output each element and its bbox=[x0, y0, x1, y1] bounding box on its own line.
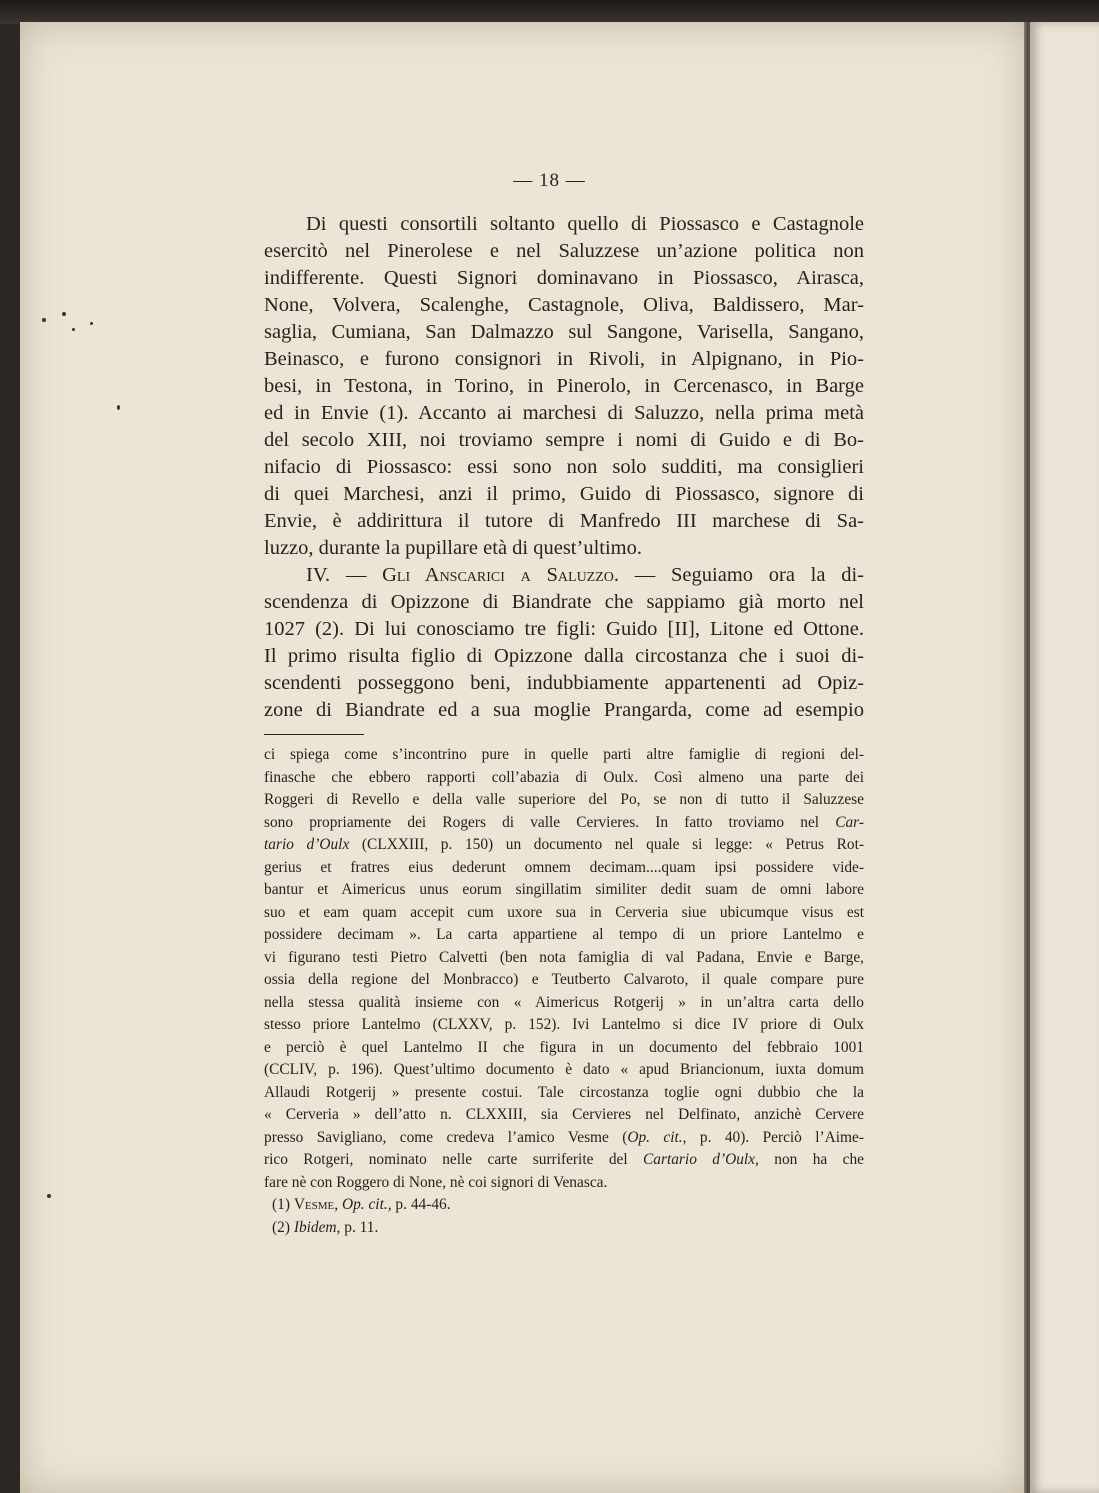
footnote-pages: p. 44-46. bbox=[395, 1196, 451, 1213]
section-heading-line bbox=[264, 562, 864, 589]
note-text: rico Rotgeri, nominato nelle carte surriferite del bbox=[264, 1151, 628, 1168]
text-line: indifferente. Questi Signori dominavano in Piossasco, Airasca, bbox=[264, 267, 864, 289]
note-line: finasche che ebbero rapporti coll’abazia di Oulx. Così almeno una parte dei bbox=[264, 768, 864, 786]
footnote-1: (1) Vesme, Op. cit., p. 44-46. bbox=[272, 1196, 451, 1213]
section-lead-text: — Seguiamo ora la di- bbox=[634, 564, 865, 586]
footnote-number: (2) bbox=[272, 1218, 290, 1236]
note-line: gerius et fratres eius dederunt omnem decimam....quam ipsi possidere vide- bbox=[264, 858, 864, 876]
stain-speck bbox=[47, 1194, 51, 1198]
note-line bbox=[264, 1127, 864, 1150]
stain-speck bbox=[90, 322, 93, 325]
footnote-pages: p. 11. bbox=[344, 1218, 379, 1236]
note-text: presso Savigliano, come credeva l’amico Vesme ( bbox=[264, 1128, 628, 1146]
facing-page-edge bbox=[1030, 22, 1099, 1493]
text-line: luzzo, durante la pupillare età di quest’ultimo. bbox=[264, 537, 642, 559]
stain-speck bbox=[42, 318, 46, 322]
section-number: IV. — bbox=[306, 564, 367, 586]
text-line: zone di Biandrate ed a sua moglie Prangarda, come ad esempio bbox=[264, 699, 864, 721]
note-line bbox=[264, 834, 864, 857]
text-line: saglia, Cumiana, San Dalmazzo sul Sangone, Varisella, Sangano, bbox=[264, 321, 864, 343]
stain-speck bbox=[62, 312, 66, 316]
text-line: Il primo risulta figlio di Opizzone dalla circostanza che i suoi di- bbox=[264, 645, 864, 667]
text-line: scendenza di Opizzone di Biandrate che sappiamo già morto nel bbox=[264, 591, 864, 613]
note-line: nella stessa qualità insieme con « Aimericus Rotgerij » in un’altra carta dello bbox=[264, 993, 864, 1011]
note-line: ossia della regione del Monbracco) e Teutberto Calvaroto, il quale compare pure bbox=[264, 971, 864, 988]
note-line: e perciò è quel Lantelmo II che figura in un documento del febbraio 1001 bbox=[264, 1038, 864, 1056]
footnote-author: Vesme bbox=[293, 1196, 335, 1213]
note-line: possidere decimam ». La carta appartiene al tempo di un priore Lantelmo e bbox=[264, 926, 864, 943]
scan-top-edge bbox=[0, 0, 1099, 24]
note-italic: Car- bbox=[835, 813, 864, 831]
text-line: besi, in Testona, in Torino, in Pinerolo, in Cercenasco, in Barge bbox=[264, 375, 864, 397]
text-line: del secolo XIII, noi troviamo sempre i nomi di Guido e di Bo- bbox=[264, 429, 864, 451]
text-line: Envie, è addirittura il tutore di Manfredo III marchese di Sa- bbox=[264, 510, 864, 532]
note-line bbox=[264, 812, 864, 835]
section-title: Gli Anscarici a Saluzzo. bbox=[382, 564, 620, 586]
note-text: , p. 40). Perciò l’Aime- bbox=[682, 1128, 864, 1146]
stain-speck bbox=[72, 328, 75, 331]
footnotes bbox=[264, 744, 864, 1239]
note-line: fare nè con Roggero di None, nè coi signori di Venasca. bbox=[264, 1173, 608, 1191]
note-line: stesso priore Lantelmo (CLXXV, p. 152). Ivi Lantelmo si dice IV priore di Oulx bbox=[264, 1016, 864, 1033]
text-line: di quei Marchesi, anzi il primo, Guido di Piossasco, signore di bbox=[264, 483, 864, 505]
stain-speck bbox=[117, 405, 120, 410]
note-line: Roggeri di Revello e della valle superiore del Po, se non di tutto il Saluzzese bbox=[264, 791, 864, 808]
note-line: Allaudi Rotgerij » presente costui. Tale circostanza toglie ogni dubbio che la bbox=[264, 1083, 864, 1101]
text-line: scendenti posseggono beni, indubbiamente appartenenti ad Opiz- bbox=[264, 672, 864, 694]
note-italic: Cartario d’Oulx, bbox=[643, 1151, 759, 1168]
note-line: vi figurano testi Pietro Calvetti (ben nota famiglia di val Padana, Envie e Barge, bbox=[264, 948, 864, 966]
text-line: nifacio di Piossasco: essi sono non solo sudditi, ma consiglieri bbox=[264, 456, 864, 478]
note-line: suo et eam quam accepit cum uxore sua in Cerveria siue ubicumque visus est bbox=[264, 903, 864, 921]
text-line: 1027 (2). Di lui conosciamo tre figli: Guido [II], Litone ed Ottone. bbox=[264, 618, 864, 640]
footnote-citation: Ibidem, bbox=[293, 1218, 341, 1236]
page-number: — 18 — bbox=[513, 170, 586, 191]
note-text: (CLXXIII, p. 150) un documento nel quale si legge: « Petrus Rot- bbox=[361, 836, 864, 853]
note-line bbox=[264, 1149, 864, 1172]
text-line: Di questi consortili soltanto quello di Piossasco e Castagnole bbox=[306, 213, 864, 235]
text-line: esercitò nel Pinerolese e nel Saluzzese un’azione politica non bbox=[264, 240, 864, 262]
text-line: None, Volvera, Scalenghe, Castagnole, Oliva, Baldissero, Mar- bbox=[264, 294, 864, 316]
note-text: sono propriamente dei Rogers di valle Cervieres. In fatto troviamo nel bbox=[264, 813, 820, 831]
footnote-rule bbox=[264, 734, 364, 735]
footnote-citation: Op. cit., bbox=[341, 1196, 392, 1213]
note-text: non ha che bbox=[774, 1151, 864, 1168]
text-line: ed in Envie (1). Accanto ai marchesi di Saluzzo, nella prima metà bbox=[264, 402, 864, 424]
main-text bbox=[264, 211, 864, 724]
text-line: Beinasco, e furono consignori in Rivoli, in Alpignano, in Pio- bbox=[264, 348, 864, 370]
note-line: (CCLIV, p. 196). Quest’ultimo documento è dato « apud Briancionum, iuxta domum bbox=[264, 1061, 864, 1078]
note-line: « Cerveria » dell’atto n. CLXXIII, sia Cervieres nel Delfinato, anzichè Cervere bbox=[264, 1106, 864, 1123]
note-italic: Op. cit. bbox=[627, 1128, 683, 1146]
footnote-number: (1) bbox=[272, 1196, 290, 1213]
footnote-2 bbox=[264, 1217, 864, 1240]
note-italic: tario d’Oulx bbox=[264, 836, 350, 853]
note-line: bantur et Aimericus unus eorum singillatim similiter dedit suam de omni labore bbox=[264, 881, 864, 898]
note-line: ci spiega come s’incontrino pure in quelle parti altre famiglie di regioni del- bbox=[264, 746, 864, 763]
